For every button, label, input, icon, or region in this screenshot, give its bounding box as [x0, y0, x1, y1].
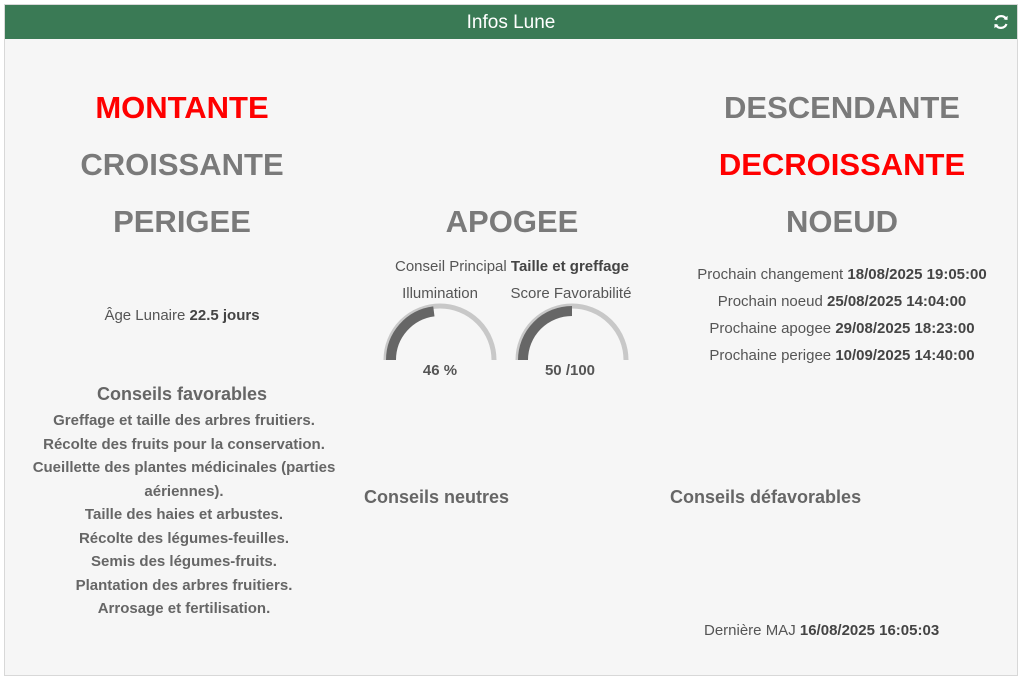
- moon-age: [45, 307, 319, 324]
- score-gauge-fill: [523, 311, 572, 360]
- score-value: 50 /100: [544, 362, 596, 379]
- phase-perigee: PERIGEE: [113, 204, 251, 239]
- moon-age-value: 22.5 jours: [189, 307, 260, 324]
- next-event-item: Prochain noeud 25/08/2025 14:04:00: [717, 293, 967, 310]
- next-event-item: Prochain changement 18/08/2025 19:05:00: [697, 266, 987, 283]
- phase-croissante: CROISSANTE: [80, 147, 284, 182]
- refresh-icon[interactable]: [991, 12, 1011, 32]
- moon-age-label: Âge Lunaire: [104, 307, 186, 324]
- phase-noeud: NOEUD: [786, 204, 898, 239]
- main-advice-label: Conseil Principal: [395, 258, 507, 275]
- unfavorable-advice-heading: Conseils défavorables: [670, 487, 862, 507]
- list-item: Cueillette des plantes médicinales (parties: [32, 459, 336, 476]
- illumination-gauge-fill: [391, 311, 434, 360]
- list-item: Plantation des arbres fruitiers.: [75, 576, 293, 594]
- main-advice: [362, 258, 662, 275]
- score-label: Score Favorabilité: [510, 285, 632, 302]
- phase-montante: MONTANTE: [95, 90, 269, 125]
- widget-title: Infos Lune: [466, 12, 556, 33]
- list-item: Récolte des fruits pour la conservation.: [43, 435, 325, 453]
- last-update-label: Dernière MAJ: [704, 622, 796, 639]
- list-item: Taille des haies et arbustes.: [84, 506, 284, 523]
- main-advice-value: Taille et greffage: [510, 258, 629, 275]
- neutral-advice-heading: Conseils neutres: [364, 487, 510, 507]
- favorable-advice-list: [10, 409, 358, 621]
- list-item: Semis des légumes-fruits.: [91, 553, 277, 570]
- phase-decroissante: DECROISSANTE: [718, 147, 966, 182]
- list-item: Arrosage et fertilisation.: [97, 600, 271, 617]
- moon-info-widget: [4, 4, 1018, 676]
- phase-apogee: APOGEE: [445, 204, 579, 239]
- last-update-value: 16/08/2025 16:05:03: [799, 622, 940, 639]
- list-item: Récolte des légumes-feuilles.: [78, 529, 290, 547]
- illumination-label: Illumination: [402, 285, 478, 302]
- illumination-value: 46 %: [422, 362, 458, 379]
- phase-descendante: DESCENDANTE: [724, 90, 960, 125]
- next-event-item: Prochaine apogee 29/08/2025 18:23:00: [709, 320, 975, 337]
- last-update: [704, 622, 939, 639]
- next-events: [661, 266, 1023, 374]
- widget-titlebar: [5, 5, 1017, 39]
- gauges-svg: [376, 301, 646, 365]
- list-item: Greffage et taille des arbres fruitiers.: [53, 412, 315, 429]
- favorable-advice-heading: Conseils favorables: [96, 384, 268, 404]
- next-event-item: Prochaine perigee 10/09/2025 14:40:00: [709, 347, 975, 364]
- list-item: aériennes).: [144, 482, 224, 500]
